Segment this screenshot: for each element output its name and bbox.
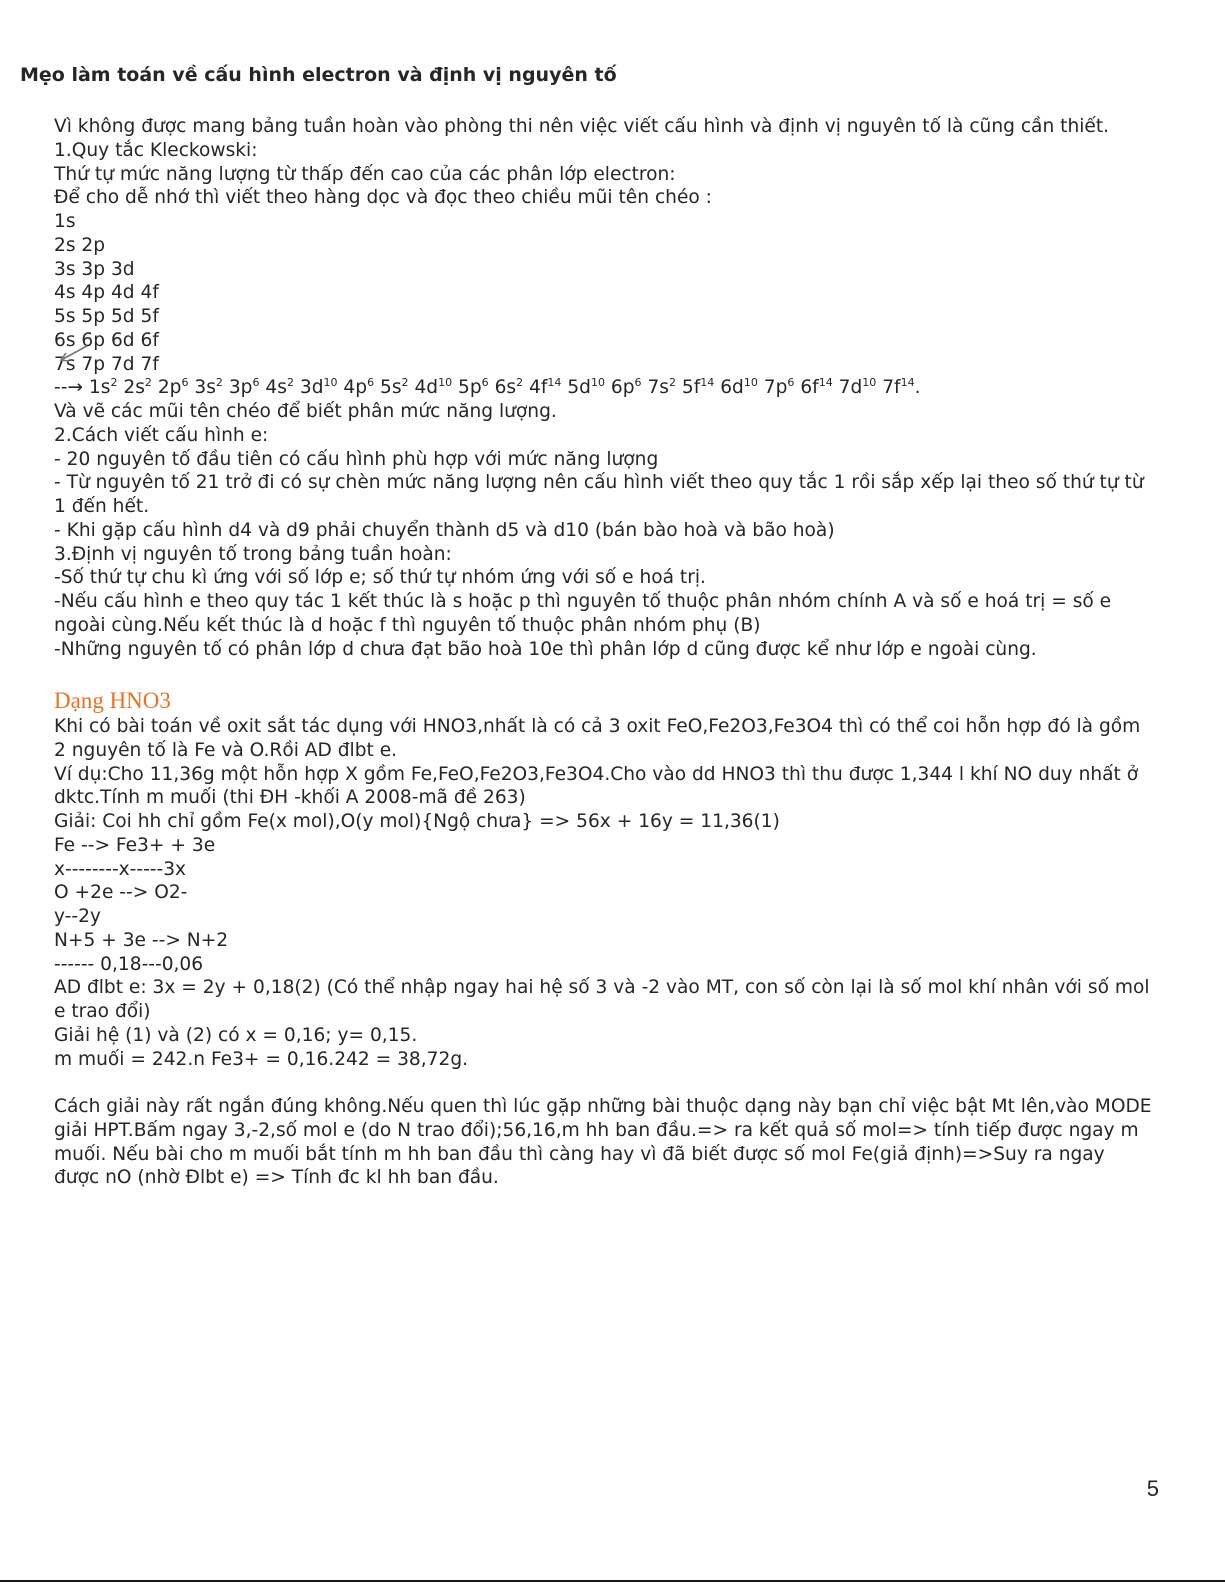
sequence-terms	[89, 377, 915, 398]
orbital-label: 7d	[838, 377, 863, 399]
spacer	[54, 661, 1154, 685]
rule3-item: -Số thứ tự chu kì ứng với số lớp e; số thứ tự nhóm ứng với số e hoá trị.	[54, 567, 706, 589]
orbital-row: 1s	[54, 211, 76, 232]
equation-line: Fe --> Fe3+ + 3e	[54, 834, 216, 856]
orbital-label: 3s	[194, 377, 216, 399]
equation-line: x--------x-----3x	[54, 858, 187, 880]
solution-line: Giải hệ (1) và (2) có x = 0,16; y= 0,15.	[54, 1024, 418, 1046]
electron-count: 6	[787, 376, 795, 390]
electron-count: 14	[547, 376, 562, 390]
orbital-label: 1s	[88, 377, 111, 399]
orbital-row: 6s 6p 6d 6f	[54, 329, 159, 351]
sequence-term	[567, 377, 605, 398]
section-line: Khi có bài toán về oxit sắt tác dụng với HNO3,nhất là có cả 3 oxit FeO,Fe2O3,Fe3O4 thì có thể coi hỗn hợp đó là gồm 2 nguyên tố là Fe và O.Rồi AD đlbt e.	[54, 716, 1141, 761]
orbital-label: 3p	[228, 377, 253, 399]
document-body	[54, 115, 1154, 1190]
rule3-heading: 3.Định vị nguyên tố trong bảng tuần hoàn:	[54, 543, 452, 565]
sequence-term	[123, 377, 152, 398]
electron-count: 2	[144, 376, 152, 390]
bottom-rule	[0, 1580, 1225, 1582]
orbital-row: 4s 4p 4d 4f	[54, 282, 159, 304]
electron-count: 6	[252, 376, 260, 390]
electron-count: 10	[590, 376, 605, 390]
rule2-item: - Khi gặp cấu hình d4 và d9 phải chuyển thành d5 và d10 (bán bào hoà và bão hoà)	[54, 519, 835, 541]
sequence-term	[458, 377, 489, 398]
sequence-end: .	[914, 377, 921, 399]
page-title: Mẹo làm toán về cấu hình electron và định vị nguyên tố	[20, 64, 617, 86]
sequence-term	[343, 377, 374, 398]
orbital-label: 4s	[265, 377, 287, 399]
orbital-label: 3d	[299, 377, 324, 399]
orbital-label: 6p	[610, 377, 635, 399]
electron-count: 14	[818, 376, 833, 390]
electron-count: 10	[743, 376, 758, 390]
orbital-label: 5f	[681, 377, 701, 399]
intro-paragraph: Vì không được mang bảng tuần hoàn vào phòng thi nên việc viết cấu hình và định vị nguyên tố là cũng cần thiết.	[54, 116, 1110, 137]
electron-count: 10	[323, 376, 338, 390]
orbital-label: 2p	[157, 377, 182, 399]
electron-count: 10	[862, 376, 877, 390]
sequence-term	[194, 377, 223, 398]
conclusion-paragraph: Cách giải này rất ngắn đúng không.Nếu quen thì lúc gặp những bài thuộc dạng này bạn chỉ việc bật Mt lên,vào MODE giải HPT.Bấm ngay 3,-2,số mol e (do N trao đổi);56,16,m hh ban đầu.=> ra kết quả số mol=> tính tiếp được ngay m muối. Nếu bài cho m muối bắt tính m hh ban đầu thì càng hay vì đã biết được số mol Fe(giả định)=>Suy ra ngay được nO (nhờ Đlbt e) => Tính đc kl hh ban đầu.	[54, 1096, 1152, 1189]
electron-count: 14	[700, 376, 715, 390]
orbital-label: 6d	[720, 377, 744, 399]
sequence-term	[682, 377, 714, 398]
solution-line: AD đlbt e: 3x = 2y + 0,18(2) (Có thể nhập ngay hai hệ số 3 và -2 vào MT, con số còn lại là số mol khí nhân với số mol e trao đổi)	[54, 977, 1150, 1022]
diagonal-arrow-icon	[55, 343, 95, 367]
orbital-label: 5p	[458, 377, 482, 399]
orbital-label: 5d	[567, 377, 591, 399]
orbital-row: 5s 5p 5d 5f	[54, 306, 159, 327]
electron-count: 2	[516, 376, 524, 390]
equation-line: y--2y	[54, 906, 101, 927]
arrow-note: Và vẽ các mũi tên chéo để biết phân mức năng lượng.	[54, 401, 557, 422]
electron-count: 2	[286, 376, 294, 390]
electron-count: 2	[401, 376, 409, 390]
rule1-heading: 1.Quy tắc Kleckowski:	[54, 139, 258, 161]
sequence-term	[720, 377, 758, 398]
orbital-label: 2s	[123, 377, 145, 399]
rule2-item: - Từ nguyên tố 21 trở đi có sự chèn mức năng lượng nên cấu hình viết theo quy tắc 1 rồi sắp xếp lại theo số thứ tự từ 1 đến hết.	[54, 472, 1144, 517]
orbital-label: 6f	[800, 377, 819, 399]
electron-count: 2	[110, 376, 118, 390]
orbital-label: 5s	[379, 377, 402, 399]
rule3-item: -Nếu cấu hình e theo quy tác 1 kết thúc là s hoặc p thì nguyên tố thuộc phân nhóm chính A và số e hoá trị = số e ngoài cùng.Nếu kết thúc là d hoặc f thì nguyên tố thuộc phân nhóm phụ (B)	[54, 591, 1112, 636]
electron-count: 6	[181, 376, 189, 390]
equation-line: N+5 + 3e --> N+2	[54, 929, 229, 951]
solution-line: Giải: Coi hh chỉ gồm Fe(x mol),O(y mol){Ngộ chưa} => 56x + 16y = 11,36(1)	[54, 811, 780, 832]
solution-line: m muối = 242.n Fe3+ = 0,16.242 = 38,72g.	[54, 1048, 469, 1070]
sequence-term	[529, 377, 561, 398]
orbital-row: 2s 2p	[54, 234, 106, 256]
electron-count: 6	[367, 376, 375, 390]
section-title: Dạng HNO3	[54, 688, 171, 713]
sequence-term	[839, 377, 877, 398]
electron-count: 6	[634, 376, 642, 390]
sequence-term	[89, 377, 118, 398]
sequence-term	[380, 377, 409, 398]
orbital-row: 3s 3p 3d	[54, 258, 135, 280]
rule2-heading: 2.Cách viết cấu hình e:	[54, 424, 269, 446]
electron-count: 6	[481, 376, 489, 390]
sequence-term	[647, 377, 676, 398]
sequence-term	[158, 377, 189, 398]
equation-line: ------ 0,18---0,06	[54, 953, 204, 975]
rule1-line: Để cho dễ nhớ thì viết theo hàng dọc và đọc theo chiều mũi tên chéo :	[54, 187, 712, 209]
sequence-term	[300, 377, 338, 398]
spacer	[54, 1071, 1154, 1095]
orbital-label: 4f	[529, 377, 548, 399]
orbital-label: 6s	[494, 377, 517, 399]
sequence-term	[229, 377, 260, 398]
rule3-item: -Những nguyên tố có phân lớp d chưa đạt bão hoà 10e thì phân lớp d cũng được kể như lớp e ngoài cùng.	[54, 638, 1037, 660]
electron-count: 2	[668, 376, 676, 390]
page-number: 5	[1146, 1476, 1159, 1501]
orbital-label: 4d	[414, 377, 439, 399]
sequence-arrow: --→	[54, 377, 83, 399]
sequence-term	[414, 377, 452, 398]
electron-count: 14	[900, 376, 915, 390]
sequence-term	[800, 377, 832, 398]
example-line: Ví dụ:Cho 11,36g một hỗn hợp X gồm Fe,FeO,Fe2O3,Fe3O4.Cho vào dd HNO3 thì thu được 1,344 l khí NO duy nhất ở dktc.Tính m muối (thi ĐH -khối A 2008-mã đề 263)	[54, 763, 1139, 809]
sequence-term	[265, 377, 294, 398]
electron-count: 10	[438, 376, 453, 390]
orbital-label: 7f	[882, 377, 901, 399]
orbital-label: 7p	[763, 377, 788, 399]
sequence-term	[882, 377, 914, 398]
orbital-label: 7s	[647, 377, 669, 399]
orbital-rows	[54, 210, 1154, 376]
sequence-term	[495, 377, 524, 398]
rule1-line: Thứ tự mức năng lượng từ thấp đến cao của các phân lớp electron:	[54, 163, 676, 185]
sequence-term	[611, 377, 642, 398]
sequence-term	[764, 377, 795, 398]
orbital-row: 7s 7p 7d 7f	[54, 353, 159, 375]
equation-line: O +2e --> O2-	[54, 882, 188, 904]
electron-count: 2	[215, 376, 223, 390]
orbital-label: 4p	[343, 377, 368, 399]
energy-sequence	[54, 376, 1154, 400]
rule2-item: - 20 nguyên tố đầu tiên có cấu hình phù hợp với mức năng lượng	[54, 448, 659, 470]
